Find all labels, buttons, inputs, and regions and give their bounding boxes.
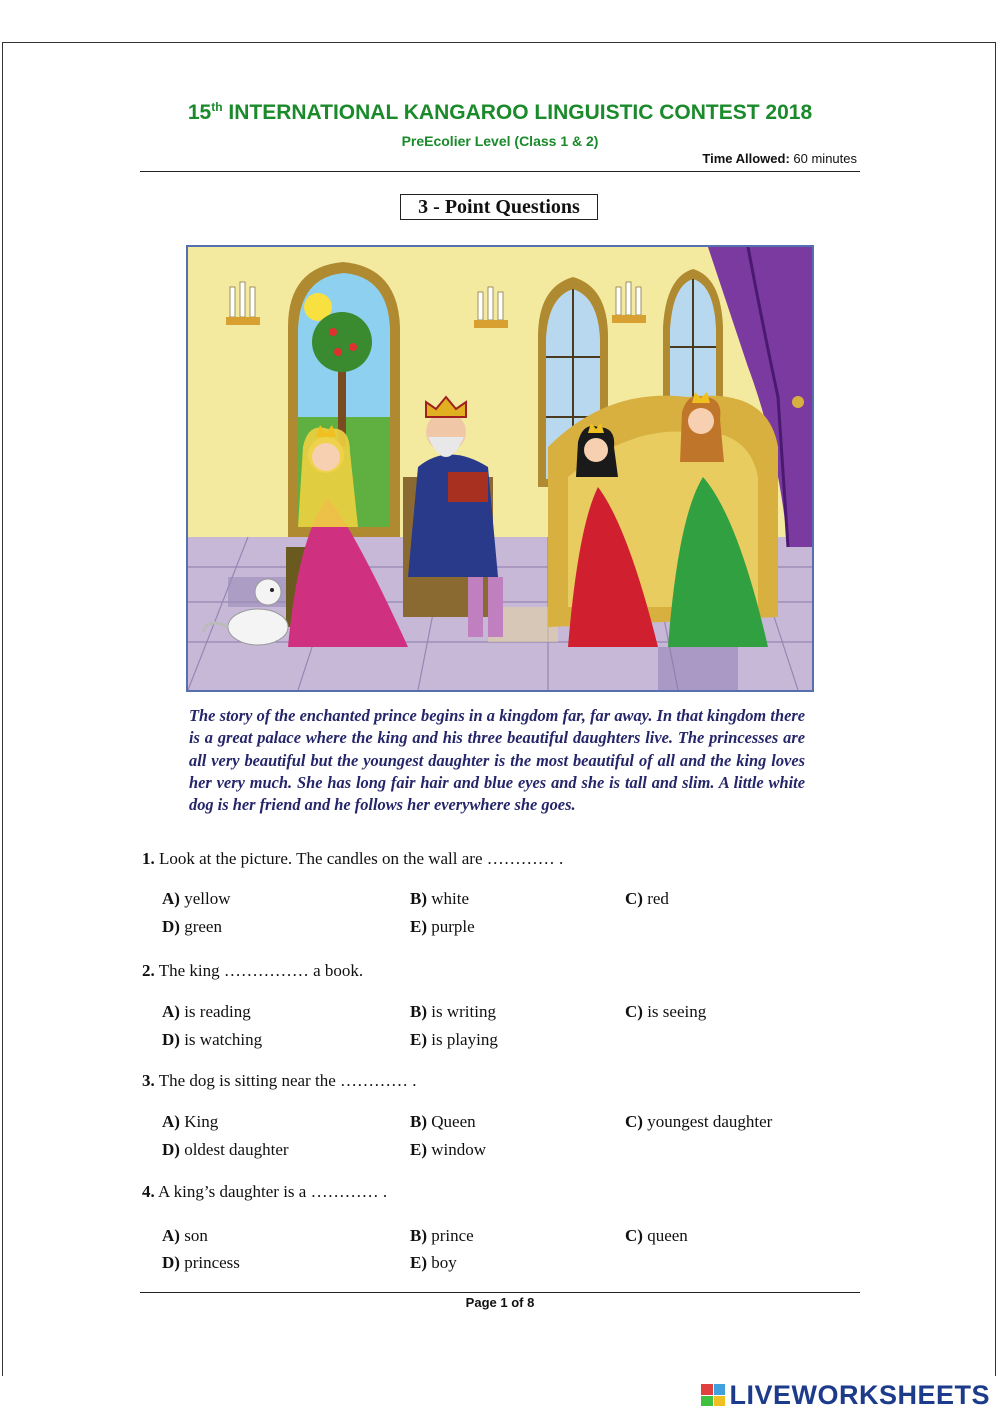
option-text: green: [179, 917, 222, 936]
option-text: youngest daughter: [642, 1112, 773, 1131]
option-4c[interactable]: [625, 1226, 688, 1246]
option-letter: B): [410, 1226, 427, 1245]
option-text: Queen: [427, 1112, 476, 1131]
option-3a[interactable]: [162, 1112, 218, 1132]
option-letter: C): [625, 1226, 643, 1245]
option-1c[interactable]: [625, 889, 669, 909]
option-text: son: [179, 1226, 208, 1245]
option-2a[interactable]: [162, 1002, 251, 1022]
page-number: Page 1 of 8: [465, 1295, 535, 1310]
time-value: 60 minutes: [789, 151, 857, 166]
question-number: 1.: [142, 849, 155, 868]
question-1: [142, 849, 563, 869]
option-text: window: [427, 1140, 487, 1159]
option-text: oldest daughter: [179, 1140, 289, 1159]
liveworksheets-brand[interactable]: [701, 1380, 990, 1410]
option-text: is reading: [179, 1002, 251, 1021]
liveworksheets-logo-icon: [701, 1384, 725, 1406]
option-1b[interactable]: [410, 889, 469, 909]
option-letter: E): [410, 1253, 427, 1272]
option-2e[interactable]: [410, 1030, 498, 1050]
question-text: The king …………… a book.: [154, 961, 364, 980]
option-text: red: [642, 889, 669, 908]
question-4: [142, 1182, 387, 1202]
time-allowed: [702, 151, 857, 166]
option-2d[interactable]: [162, 1030, 262, 1050]
option-4d[interactable]: [162, 1253, 240, 1273]
option-text: King: [179, 1112, 219, 1131]
option-letter: E): [410, 1140, 427, 1159]
option-text: queen: [642, 1226, 688, 1245]
option-text: boy: [427, 1253, 457, 1272]
option-letter: C): [625, 889, 643, 908]
section-title: 3 - Point Questions: [400, 194, 598, 220]
option-text: is watching: [179, 1030, 263, 1049]
option-4b[interactable]: [410, 1226, 474, 1246]
option-letter: A): [162, 1002, 180, 1021]
option-text: is playing: [427, 1030, 498, 1049]
question-text: The dog is sitting near the ………… .: [154, 1071, 417, 1090]
option-text: princess: [179, 1253, 240, 1272]
option-letter: D): [162, 1253, 180, 1272]
option-letter: D): [162, 1140, 180, 1159]
option-letter: A): [162, 1112, 180, 1131]
option-3b[interactable]: [410, 1112, 476, 1132]
header-divider: [140, 171, 860, 172]
title-text: INTERNATIONAL KANGAROO LINGUISTIC CONTEST 2018: [222, 101, 813, 124]
option-text: prince: [427, 1226, 474, 1245]
contest-title: [0, 100, 1000, 125]
option-text: is writing: [427, 1002, 496, 1021]
option-4a[interactable]: [162, 1226, 208, 1246]
option-text: white: [427, 889, 470, 908]
option-2c[interactable]: [625, 1002, 706, 1022]
question-number: 4.: [142, 1182, 155, 1201]
option-letter: D): [162, 1030, 180, 1049]
question-text: A king’s daughter is a ………… .: [154, 1182, 388, 1201]
option-text: yellow: [179, 889, 231, 908]
title-number: 15: [187, 101, 212, 124]
title-ordinal: th: [211, 100, 223, 114]
option-letter: D): [162, 917, 180, 936]
brand-name: LIVEWORKSHEETS: [729, 1379, 990, 1410]
question-text: Look at the picture. The candles on the wall are ………… .: [154, 849, 564, 868]
question-2: [142, 961, 363, 981]
option-letter: E): [410, 917, 427, 936]
question-number: 3.: [142, 1071, 155, 1090]
option-letter: C): [625, 1112, 643, 1131]
option-4e[interactable]: [410, 1253, 457, 1273]
option-3e[interactable]: [410, 1140, 486, 1160]
question-3: [142, 1071, 417, 1091]
option-letter: E): [410, 1030, 427, 1049]
option-2b[interactable]: [410, 1002, 496, 1022]
time-label: Time Allowed:: [702, 151, 790, 166]
option-1a[interactable]: [162, 889, 230, 909]
option-3c[interactable]: [625, 1112, 772, 1132]
option-letter: C): [625, 1002, 643, 1021]
option-letter: B): [410, 1112, 427, 1131]
level-subtitle: PreEcolier Level (Class 1 & 2): [401, 133, 599, 149]
option-text: is seeing: [642, 1002, 707, 1021]
story-paragraph: The story of the enchanted prince begins in a kingdom far, far away. In that kingdom there is a great palace where the king and his three beautiful daughters live. The princesses are all very beautiful but the youngest daughter is the most beautiful of all and the king loves her very much. She has long fair hair and blue eyes and she is tall and slim. A little white dog is her friend and he follows her everywhere she goes.: [189, 706, 805, 815]
option-1d[interactable]: [162, 917, 222, 937]
footer-divider: [140, 1292, 860, 1293]
story-illustration: [186, 245, 814, 692]
option-letter: A): [162, 1226, 180, 1245]
palace-scene-illustration: [188, 247, 812, 690]
option-3d[interactable]: [162, 1140, 289, 1160]
option-text: purple: [427, 917, 475, 936]
option-letter: B): [410, 1002, 427, 1021]
option-letter: A): [162, 889, 180, 908]
question-number: 2.: [142, 961, 155, 980]
option-letter: B): [410, 889, 427, 908]
option-1e[interactable]: [410, 917, 475, 937]
